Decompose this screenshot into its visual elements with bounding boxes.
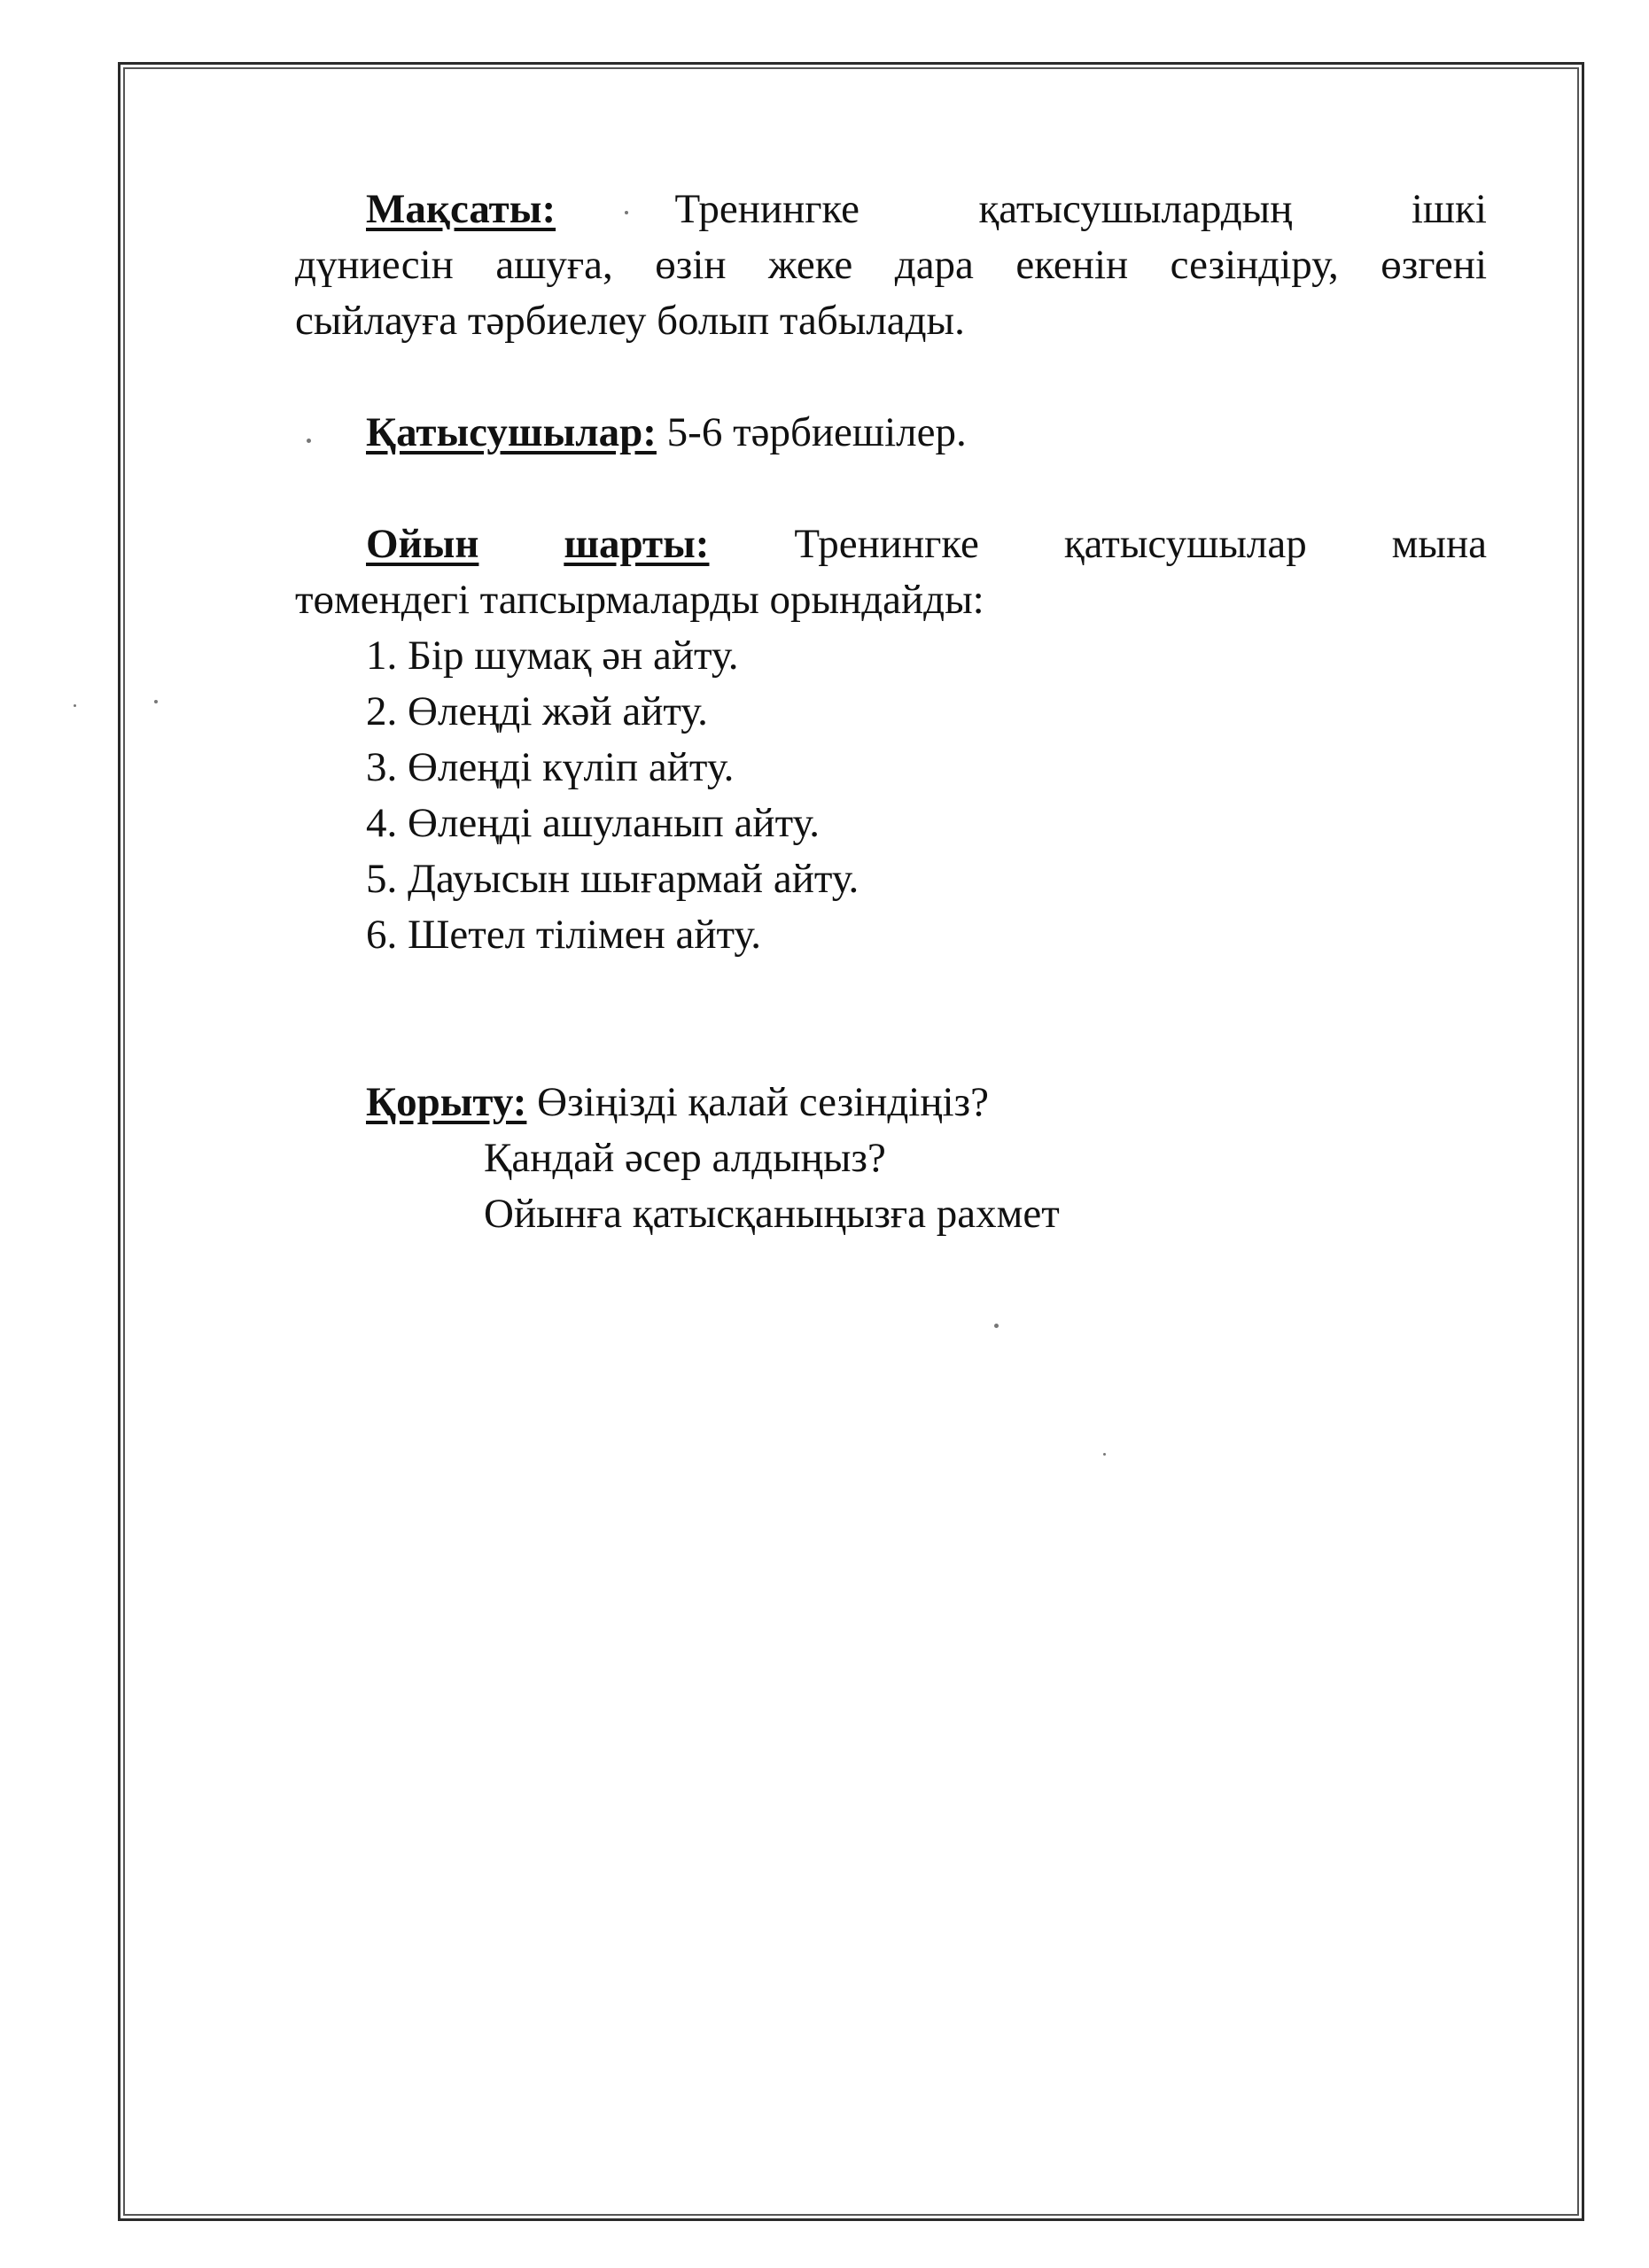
participants-heading: Қатысушылар:	[366, 409, 657, 455]
scan-speck	[994, 1324, 999, 1328]
task-list	[295, 628, 1487, 963]
list-item: 1. Бір шумақ ән айту.	[366, 633, 739, 679]
conclusion-section	[295, 1075, 1487, 1242]
rules-section	[295, 517, 1487, 963]
conclusion-thanks: Ойынға қатысқаныңызға рахмет	[484, 1191, 1060, 1237]
goal-word: Тренингке	[674, 186, 860, 232]
rules-word: қатысушылар	[1063, 521, 1307, 567]
list-item: 5. Дауысын шығармай айту.	[366, 856, 860, 902]
conclusion-line	[295, 1075, 1487, 1130]
conclusion-heading: Қорыту:	[366, 1079, 527, 1125]
scan-speck	[1103, 1453, 1106, 1456]
rules-first-line	[295, 517, 1487, 572]
list-item: 3. Өлеңді күліп айту.	[366, 744, 735, 790]
rules-heading-word: шарты:	[564, 521, 710, 567]
list-item: 4. Өлеңді ашуланып айту.	[366, 800, 821, 846]
goal-line-2: дүниесін ашуға, өзін жеке дара екенін сезіндіру, өзгені	[295, 242, 1487, 288]
goal-section	[295, 182, 1487, 349]
participants-text: 5-6 тәрбиешілер.	[666, 409, 967, 455]
scan-speck	[74, 704, 76, 707]
rules-word: мына	[1391, 521, 1487, 567]
goal-heading: Мақсаты:	[366, 186, 556, 232]
goal-first-line	[295, 182, 1487, 237]
scan-speck	[154, 700, 158, 703]
document-body	[295, 182, 1487, 1242]
rules-line-2: төмендегі тапсырмаларды орындайды:	[295, 577, 984, 623]
conclusion-question-2: Қандай әсер алдыңыз?	[484, 1135, 886, 1181]
participants-line	[295, 405, 1487, 461]
rules-heading-word: Ойын	[366, 521, 479, 567]
goal-line-3: сыйлауға тәрбиелеу болып табылады.	[295, 298, 965, 344]
conclusion-question-1: Өзіңізді қалай сезіндіңіз?	[537, 1079, 989, 1125]
rules-word: Тренингке	[794, 521, 979, 567]
list-item: 6. Шетел тілімен айту.	[366, 912, 761, 958]
goal-word: ішкі	[1411, 186, 1487, 232]
goal-word: қатысушылардың	[978, 186, 1293, 232]
list-item: 2. Өлеңді жәй айту.	[366, 688, 708, 734]
